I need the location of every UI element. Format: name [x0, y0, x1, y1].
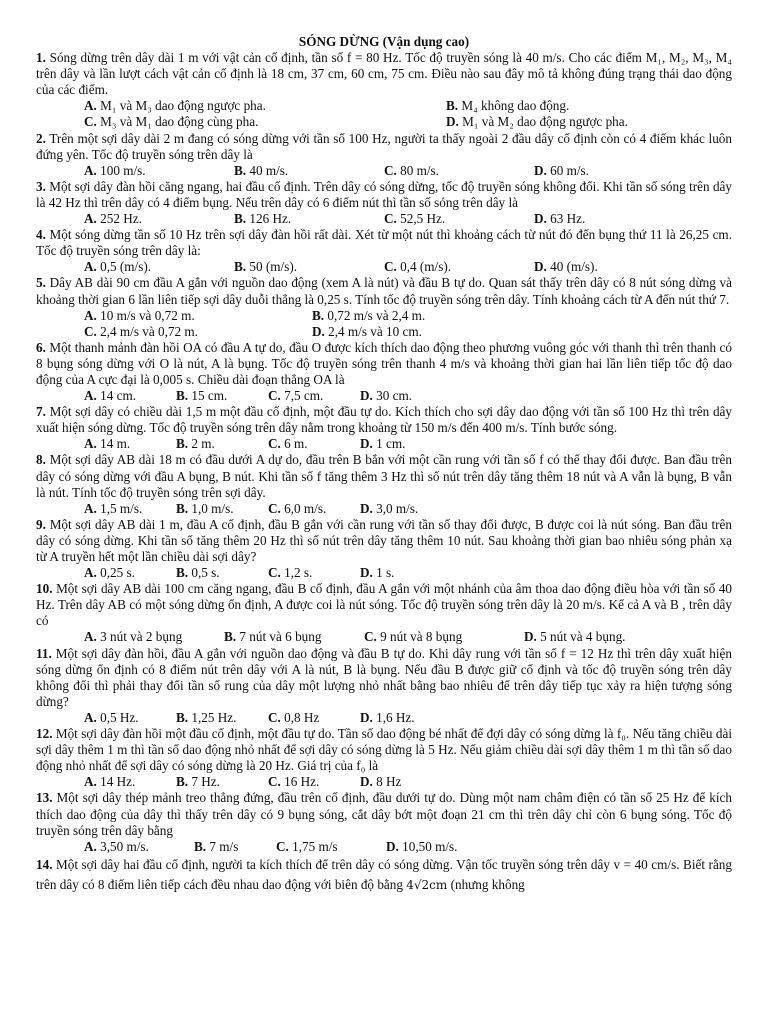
option-label: C.: [268, 565, 281, 581]
option-label: C.: [268, 388, 281, 404]
option-label: B.: [176, 500, 189, 516]
answer-options: [36, 501, 732, 517]
question-body: Một sợi dây đàn hồi, đầu A gắn với nguồn dao động và đầu B tự do. Khi dây rung với tần số f = 12 Hz thì trên dây xuất hiện sóng dừng ổn định có 8 điểm nút trên dây với A là nút, B là bụng. Nếu đầu B được giữ cố định và tốc độ truyền sóng trên dây không đổi thì phải thay đổi tần số rung của dây một lượng nhỏ nhất bằng bao nhiêu để trên dây tiếp tục xảy ra hiện tượng sóng dừng?: [36, 645, 732, 709]
question: [36, 340, 732, 404]
option-label: C.: [84, 323, 97, 339]
question: [36, 646, 732, 726]
answer-option: [176, 710, 268, 726]
option-label: B.: [194, 838, 207, 854]
option-label: A.: [84, 211, 97, 227]
option-label: A.: [84, 388, 97, 404]
answer-options: [36, 259, 732, 275]
option-label: B.: [446, 98, 459, 114]
question-number: 12.: [36, 726, 53, 742]
question-body: Một thanh mảnh đàn hồi OA có đầu A tự do, đầu O được kích thích dao động theo phương vuông góc với thanh thì trên thanh có 8 bụng sóng dừng với O là nút, A là bụng. Tốc độ truyền sóng trên thanh 4 m/s và khoảng thời gian hai lần liên tiếp tốc độ dao động của A cực đại là 0,005 s. Chiều dài đoạn thẳng OA là: [36, 339, 732, 387]
answer-options: [36, 211, 732, 227]
option-label: A.: [84, 709, 97, 725]
answer-option: [268, 388, 360, 404]
option-label: D.: [360, 709, 373, 725]
question-text: [36, 227, 732, 259]
option-text: 1,5 m/s.: [100, 500, 143, 516]
option-text: 0,5 Hz.: [100, 709, 139, 725]
option-label: C.: [384, 259, 397, 275]
option-label: D.: [360, 774, 373, 790]
question-text: [36, 404, 732, 436]
question-number: 10.: [36, 581, 53, 597]
option-label: D.: [360, 500, 373, 516]
answer-option: [84, 98, 446, 114]
question-number: 5.: [36, 275, 46, 291]
answer-option: [384, 259, 534, 275]
option-text: 16 Hz.: [284, 774, 320, 790]
question-number: 11.: [36, 645, 52, 661]
answer-option: [84, 259, 234, 275]
question: [36, 726, 732, 790]
option-label: B.: [176, 774, 189, 790]
question-number: 7.: [36, 404, 46, 420]
option-label: B.: [224, 629, 237, 645]
answer-option: [268, 436, 360, 452]
option-text: 2 m.: [191, 436, 215, 452]
option-label: A.: [84, 307, 97, 323]
option-text: 14 Hz.: [100, 774, 136, 790]
option-text: 15 cm.: [191, 388, 228, 404]
option-text: 1 cm.: [376, 436, 406, 452]
answer-option: [384, 211, 534, 227]
question-body: Một sợi dây hai đầu cố định, người ta kích thích để trên dây có sóng dừng. Vận tốc truyền sóng trên dây v = 40 cm/s. Biết rằng trên dây có 8 điểm liên tiếp cách đều nhau dao động với biên độ bằng: [36, 856, 732, 892]
answer-option: [534, 211, 684, 227]
option-text: 126 Hz.: [249, 211, 292, 227]
answer-options: [36, 388, 732, 404]
option-text: 0,5 s.: [191, 565, 220, 581]
question-text: [36, 646, 732, 710]
option-text: M₃ và M₁ dao động cùng pha.: [100, 114, 259, 130]
option-label: A.: [84, 500, 97, 516]
question: [36, 581, 732, 645]
answer-option: [446, 98, 706, 114]
question-body: Dây AB dài 90 cm đầu A gắn với nguồn dao động (xem A là nút) và đầu B tự do. Quan sát thấy trên dây có 8 nút sóng dừng và khoảng thời gian 6 lần liên tiếp sợi dây duỗi thẳng là 0,25 s. Tính tốc độ truyền sóng trên dây. Tính khoảng cách từ A đến nút thứ 7.: [36, 275, 732, 307]
option-label: B.: [234, 162, 247, 178]
answer-option: [84, 388, 176, 404]
question: [36, 404, 732, 452]
option-text: 3 nút và 2 bụng: [100, 629, 183, 645]
question-text: [36, 581, 732, 629]
question-body: Một sợi dây đàn hồi một đầu cố định, một đầu tự do. Tần số dao động bé nhất để đợi dây có sóng dừng là f₀. Nếu tăng chiều dài sợi dây thêm 1 m thì tần số dao động nhỏ nhất để sợi dây có sóng dừng là 5 Hz. Nếu giảm chiều dài sợi dây thêm 1 m thì tần số dao động nhỏ nhất để sợi dây có sóng dừng là 20 Hz. Giá trị của f₀ là: [36, 726, 732, 774]
answer-option: [84, 629, 224, 645]
question: [36, 131, 732, 179]
option-label: A.: [84, 565, 97, 581]
option-label: B.: [312, 307, 325, 323]
answer-option: [268, 710, 360, 726]
option-text: 2,4 m/s và 10 cm.: [328, 323, 422, 339]
answer-option: [234, 259, 384, 275]
option-label: D.: [534, 259, 547, 275]
answer-option: [446, 114, 706, 130]
option-text: 7 m/s: [209, 838, 239, 854]
answer-option: [84, 839, 194, 855]
option-label: D.: [386, 838, 399, 854]
answer-option: [386, 839, 506, 855]
option-text: 7 Hz.: [191, 774, 220, 790]
option-text: 14 m.: [100, 436, 131, 452]
answer-option: [360, 774, 460, 790]
option-label: B.: [176, 436, 189, 452]
question-number: 4.: [36, 227, 46, 243]
answer-option: [360, 501, 460, 517]
option-text: 252 Hz.: [100, 211, 142, 227]
question-number: 9.: [36, 516, 46, 532]
answer-option: [84, 211, 234, 227]
option-text: 6 m.: [284, 436, 308, 452]
option-label: D.: [534, 211, 547, 227]
question-text: [36, 275, 732, 307]
option-text: M₁ và M₂ dao động ngược pha.: [462, 114, 628, 130]
question-number: 1.: [36, 50, 46, 66]
answer-options: [36, 839, 732, 855]
question: [36, 855, 732, 895]
option-text: 52,5 Hz.: [400, 211, 446, 227]
option-label: D.: [524, 629, 537, 645]
answer-option: [234, 163, 384, 179]
question: [36, 50, 732, 130]
answer-option: [276, 839, 386, 855]
option-text: 1,2 s.: [284, 565, 313, 581]
answer-option: [234, 211, 384, 227]
question: [36, 227, 732, 275]
question-number: 6.: [36, 339, 46, 355]
option-text: 0,72 m/s và 2,4 m.: [327, 307, 426, 323]
option-text: 1,0 m/s.: [191, 500, 234, 516]
answer-option: [84, 501, 176, 517]
answer-option: [268, 501, 360, 517]
option-text: 0,25 s.: [100, 565, 135, 581]
option-text: 40 (m/s).: [550, 259, 598, 275]
option-label: A.: [84, 774, 97, 790]
answer-options: [36, 436, 732, 452]
question: [36, 179, 732, 227]
option-text: 80 m/s.: [400, 162, 439, 178]
answer-option: [84, 114, 446, 130]
question-text: [36, 452, 732, 500]
question-text: [36, 855, 732, 895]
question-body: Một sợi dây có chiều dài 1,5 m một đầu cố định, một đầu tự do. Kích thích cho sợi dây dao động với tần số 100 Hz thì trên dây xuất hiện sóng dừng. Tốc độ truyền sóng trên dây nằm trong khoảng từ 150 m/s đến 400 m/s. Tính bước sóng.: [36, 404, 733, 436]
option-text: M₄ không dao động.: [461, 98, 570, 114]
option-label: C.: [268, 774, 281, 790]
option-text: 0,4 (m/s).: [400, 259, 452, 275]
answer-option: [312, 308, 572, 324]
answer-option: [194, 839, 276, 855]
option-label: C.: [384, 211, 397, 227]
answer-option: [84, 324, 312, 340]
option-label: C.: [384, 162, 397, 178]
question-text: [36, 50, 732, 98]
amplitude-formula: 4√2cm: [406, 877, 448, 892]
option-text: 10 m/s và 0,72 m.: [100, 307, 195, 323]
answer-option: [360, 565, 460, 581]
answer-option: [268, 774, 360, 790]
option-text: 1,75 m/s: [292, 838, 338, 854]
question-number: 8.: [36, 452, 46, 468]
question-body: Một sợi dây AB dài 18 m có đầu dưới A dự do, đầu trên B bắn với một cần rung với tần số f có thể thay đổi được. Ban đầu trên dây có sóng dừng với đầu A bụng, B nút. Khi tần số f tăng thêm 3 Hz thì số nút trên dây tăng thêm 18 nút và A vẫn là bụng, B vẫn là nút. Tính tốc độ truyền sóng trên sợi dây.: [36, 452, 732, 500]
answer-option: [176, 565, 268, 581]
option-text: 3,50 m/s.: [100, 838, 149, 854]
answer-option: [84, 774, 176, 790]
option-text: 30 cm.: [376, 388, 413, 404]
answer-options: [36, 774, 732, 790]
question-body-continued: (nhưng không: [450, 876, 525, 892]
option-text: 6,0 m/s.: [284, 500, 327, 516]
question-body: Một sợi dây AB dài 100 cm căng ngang, đầu B cố định, đầu A gắn với một nhánh của âm thoa dao động điều hòa với tần số 40 Hz. Trên dây AB có một sóng dừng ổn định, A được coi là nút sóng. Tốc độ truyền sóng trên dây là 20 m/s. Kể cả A và B , trên dây có: [36, 581, 732, 629]
option-label: B.: [234, 259, 247, 275]
option-label: A.: [84, 98, 97, 114]
option-label: D.: [446, 114, 459, 130]
question-number: 13.: [36, 790, 53, 806]
option-label: D.: [360, 565, 373, 581]
option-text: 40 m/s.: [249, 162, 289, 178]
option-label: A.: [84, 162, 97, 178]
question-body: Trên một sợi dây dài 2 m đang có sóng dừng với tần số 100 Hz, người ta thấy ngoài 2 đầu dây cố định còn có 4 điểm khác luôn đứng yên. Tốc độ truyền sóng trên dây là: [36, 130, 732, 162]
option-label: D.: [360, 436, 373, 452]
option-text: 1,6 Hz.: [376, 709, 415, 725]
answer-option: [176, 501, 268, 517]
answer-options: [36, 98, 732, 130]
option-text: 60 m/s.: [550, 162, 589, 178]
question-number: 2.: [36, 130, 46, 146]
answer-option: [268, 565, 360, 581]
answer-option: [534, 259, 684, 275]
option-label: B.: [176, 388, 189, 404]
option-label: B.: [234, 211, 247, 227]
option-label: A.: [84, 838, 97, 854]
option-text: 8 Hz: [376, 774, 402, 790]
question-text: [36, 179, 732, 211]
question-body: Một sợi dây đàn hồi căng ngang, hai đầu cố định. Trên dây có sóng dừng, tốc độ truyền sóng không đổi. Khi tần số sóng trên dây là 42 Hz thì trên dây có 4 điểm bụng. Nếu trên dây có 6 điểm nút thì tần số sóng trên dây là: [36, 178, 733, 210]
question-text: [36, 340, 732, 388]
answer-option: [360, 388, 460, 404]
question-body: Một sợi dây thép mảnh treo thẳng đứng, đầu trên cố định, đầu dưới tự do. Dùng một nam châm điện có tần số 25 Hz để kích thích dao động của dây thì thấy trên dây có 9 bụng sóng, cắt dây bớt một đoạn 21 cm thì trên dây chỉ còn 6 bụng sóng. Tốc độ truyền sóng trên dây bằng: [36, 790, 733, 838]
option-label: C.: [268, 436, 281, 452]
option-label: B.: [176, 565, 189, 581]
option-label: D.: [312, 323, 325, 339]
option-text: 10,50 m/s.: [402, 838, 458, 854]
answer-option: [384, 163, 534, 179]
option-label: B.: [176, 709, 189, 725]
option-label: C.: [268, 500, 281, 516]
answer-options: [36, 163, 732, 179]
answer-option: [176, 436, 268, 452]
answer-option: [84, 710, 176, 726]
question-body: Một sóng dừng tần số 10 Hz trên sợi dây đàn hồi rất dài. Xét từ một nút thì khoảng cách từ nút đó đến bụng thứ 11 là 26,25 cm. Tốc độ truyền sóng trên dây là:: [36, 227, 732, 259]
answer-option: [360, 710, 460, 726]
option-text: 0,8 Hz: [284, 709, 320, 725]
question-number: 3.: [36, 178, 46, 194]
answer-option: [84, 163, 234, 179]
option-label: C.: [268, 709, 281, 725]
answer-options: [36, 565, 732, 581]
answer-option: [312, 324, 572, 340]
option-text: M₁ và M₃ dao động ngược pha.: [100, 98, 266, 114]
question-body: Một sợi dây AB dài 1 m, đầu A cố định, đầu B gắn với cần rung với tần số thay đổi được, B được coi là nút sóng. Ban đầu trên dây có sóng dừng. Khi tần số tăng thêm 20 Hz thì số nút trên dây tăng thêm 10 nút. Sau khoảng thời gian bao nhiêu sóng phản xạ từ A truyền hết một lần chiều dài sợi dây?: [36, 516, 733, 564]
option-label: C.: [276, 838, 289, 854]
question-text: [36, 726, 732, 774]
answer-option: [84, 308, 312, 324]
option-text: 50 (m/s).: [249, 259, 298, 275]
option-text: 100 m/s.: [100, 162, 146, 178]
option-label: A.: [84, 436, 97, 452]
question-text: [36, 517, 732, 565]
option-text: 0,5 (m/s).: [100, 259, 152, 275]
option-text: 9 nút và 8 bụng: [380, 629, 463, 645]
option-text: 1,25 Hz.: [191, 709, 237, 725]
option-text: 7 nút và 6 bụng: [239, 629, 322, 645]
answer-option: [84, 436, 176, 452]
option-text: 5 nút và 4 bụng.: [540, 629, 626, 645]
answer-option: [84, 565, 176, 581]
option-label: D.: [534, 162, 547, 178]
answer-option: [176, 388, 268, 404]
answer-option: [176, 774, 268, 790]
question-body: Sóng dừng trên dây dài 1 m với vật cản cố định, tần số f = 80 Hz. Tốc độ truyền sóng là 40 m/s. Cho các điểm M₁, M₂, M₃, M₄ trên dây và lần lượt cách vật cản cố định là 18 cm, 37 cm, 60 cm, 75 cm. Điều nào sau đây mô tả không đúng trạng thái dao động của các điểm.: [36, 50, 732, 98]
option-text: 63 Hz.: [550, 211, 586, 227]
answer-option: [364, 629, 524, 645]
answer-option: [224, 629, 364, 645]
option-label: D.: [360, 388, 373, 404]
option-text: 2,4 m/s và 0,72 m.: [100, 323, 198, 339]
answer-options: [36, 710, 732, 726]
page-title: SÓNG DỪNG (Vận dụng cao): [298, 34, 470, 49]
answer-option: [360, 436, 460, 452]
option-text: 7,5 cm.: [284, 388, 324, 404]
question: [36, 790, 732, 854]
question-number: 14.: [36, 856, 53, 872]
question: [36, 275, 732, 339]
question: [36, 452, 732, 516]
option-text: 3,0 m/s.: [376, 500, 419, 516]
question-text: [36, 131, 732, 163]
answer-option: [524, 629, 674, 645]
option-label: C.: [364, 629, 377, 645]
question: [36, 517, 732, 581]
answer-options: [36, 629, 732, 645]
option-label: A.: [84, 259, 97, 275]
option-label: A.: [84, 629, 97, 645]
answer-options: [36, 308, 732, 340]
answer-option: [534, 163, 684, 179]
question-text: [36, 790, 732, 838]
option-label: C.: [84, 114, 97, 130]
option-text: 14 cm.: [100, 388, 137, 404]
option-text: 1 s.: [376, 565, 395, 581]
